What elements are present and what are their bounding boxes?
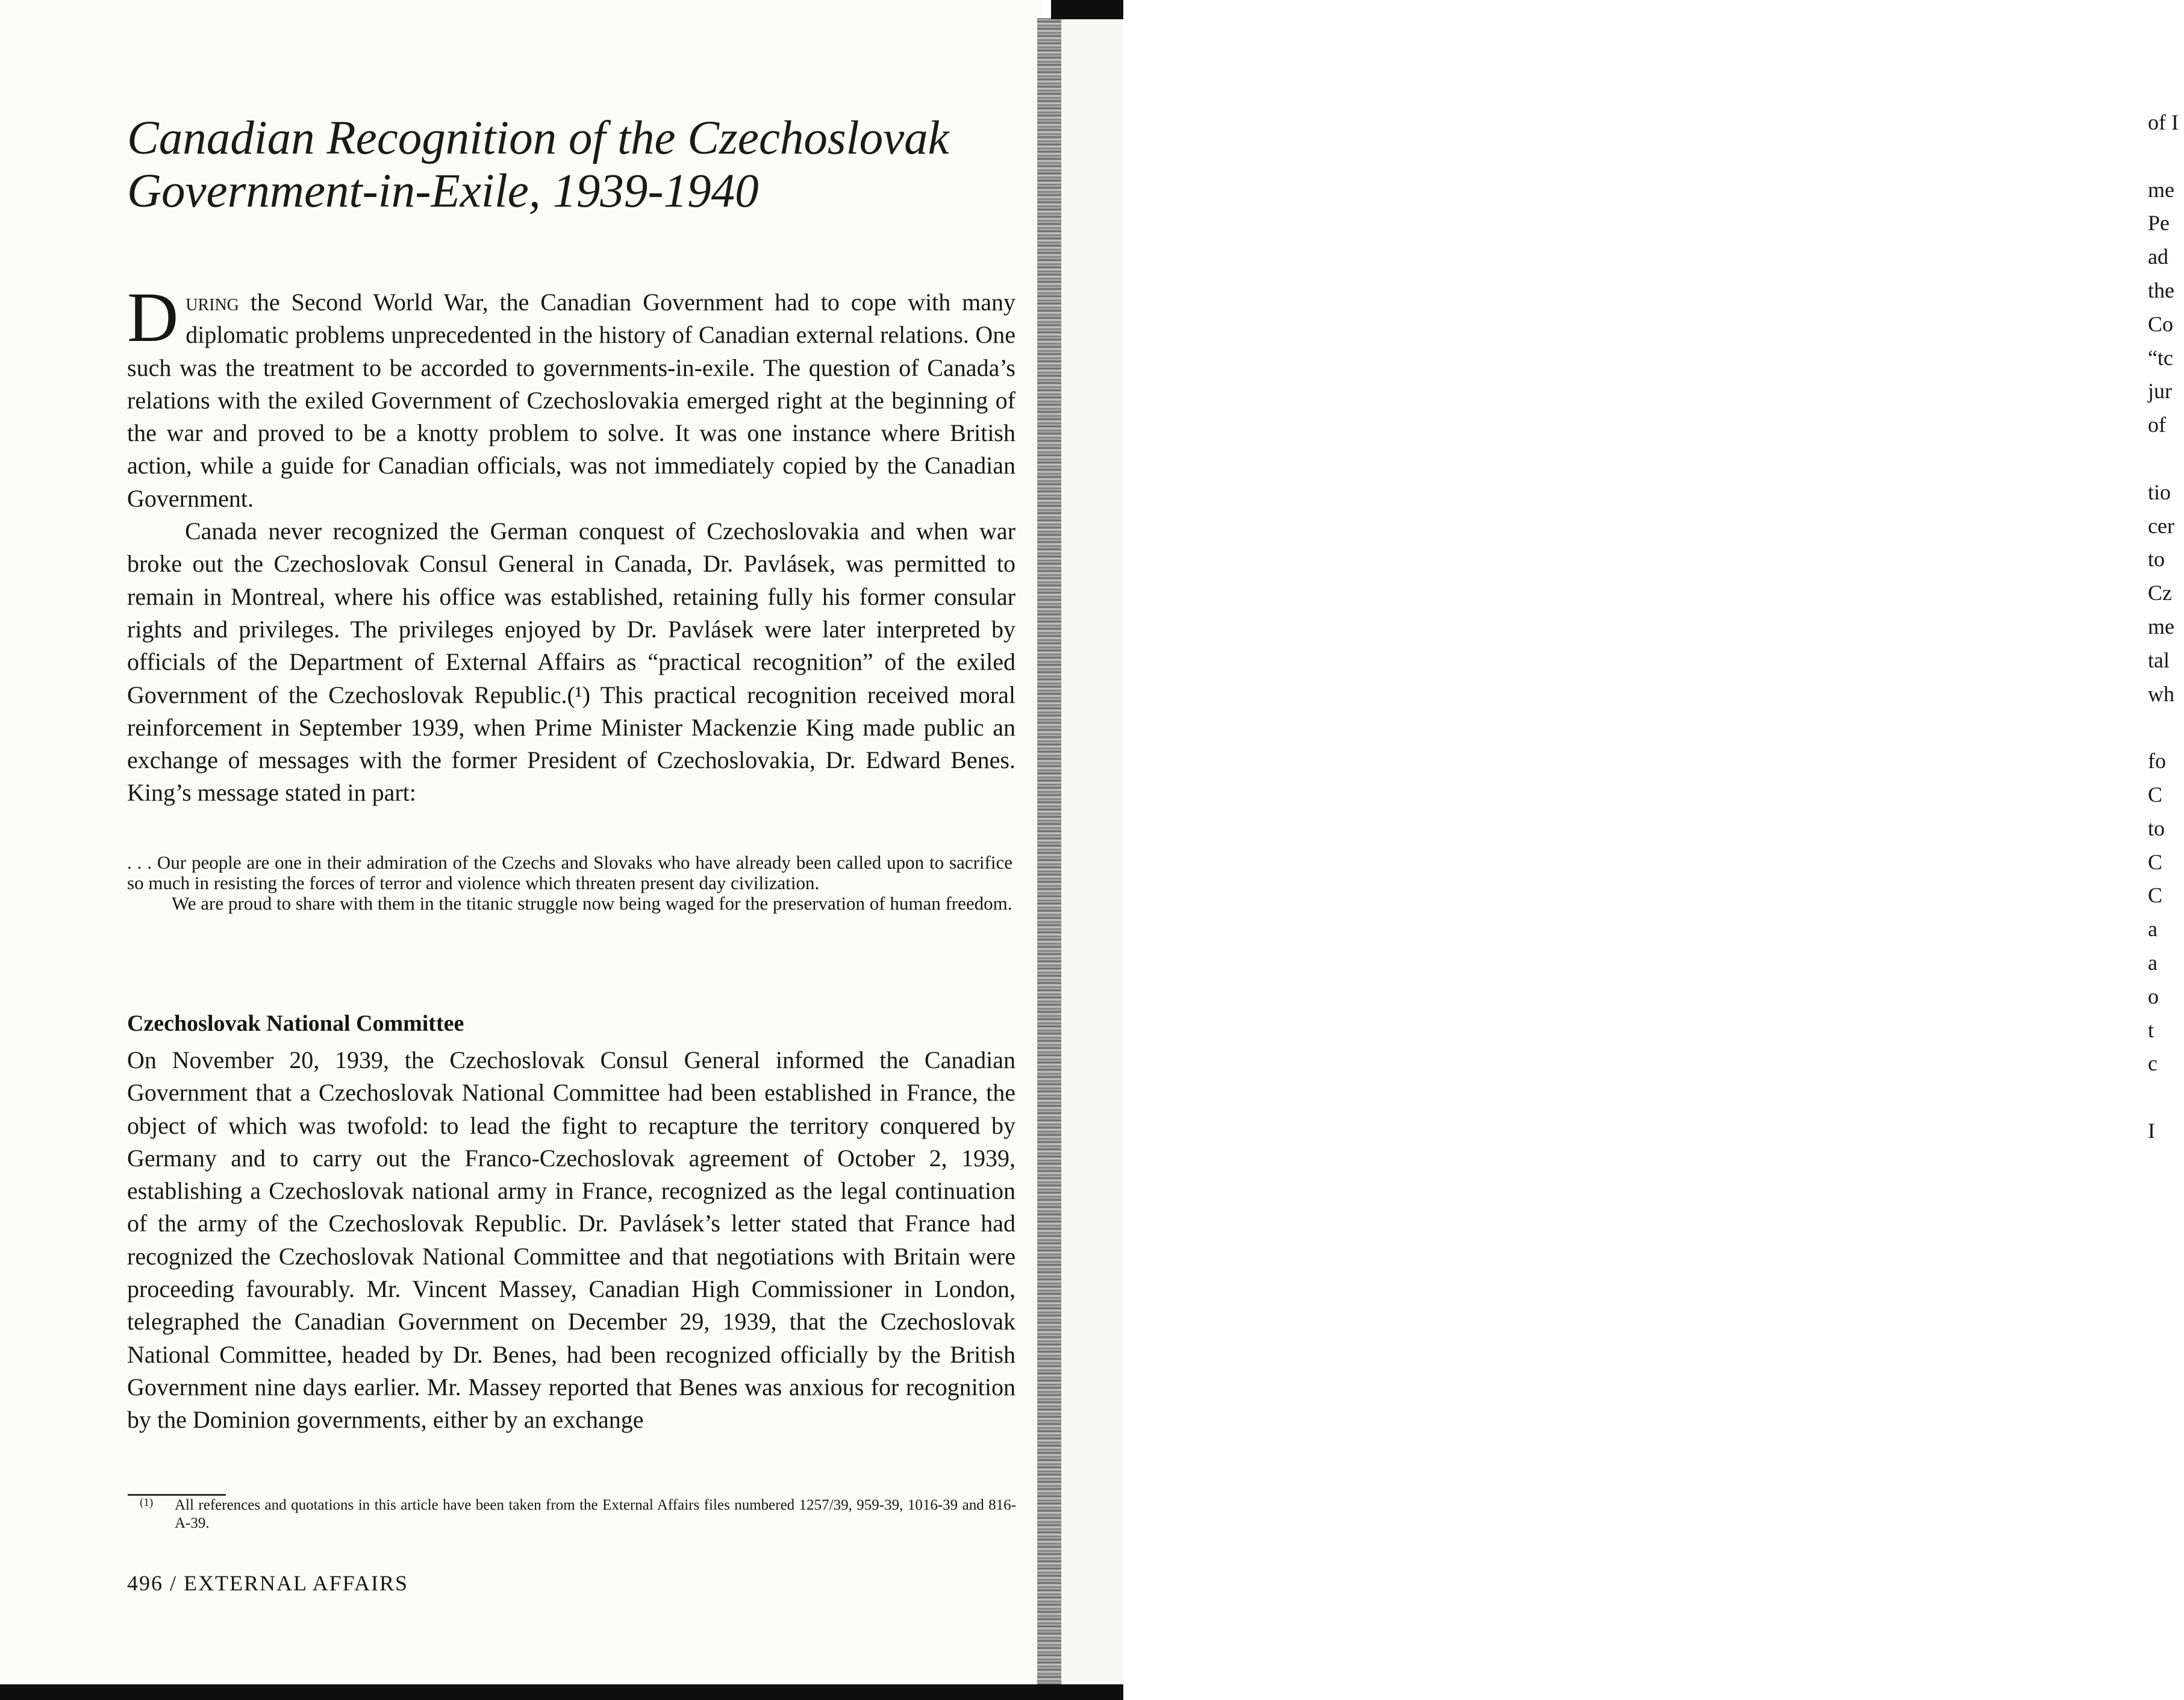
facing-page-fragment: “tc — [2148, 345, 2173, 370]
right-page — [1053, 0, 2179, 1700]
drop-cap: D — [127, 278, 179, 357]
footnote — [140, 1496, 1016, 1533]
small-caps-lead: uring — [186, 289, 239, 316]
facing-page-fragment: cer — [2148, 513, 2174, 538]
section-heading: Czechoslovak National Committee — [127, 1011, 464, 1036]
facing-page-fragment: Co — [2148, 311, 2174, 336]
facing-page-fragment: t — [2148, 1017, 2154, 1042]
facing-page-fragment — [2148, 140, 2184, 173]
facing-page-fragment: o — [2148, 984, 2159, 1008]
facing-page-fragment: of — [2148, 413, 2166, 437]
facing-page-fragment: a — [2148, 917, 2157, 942]
facing-page-fragment — [2148, 711, 2184, 745]
facing-page-fragment: of I — [2148, 110, 2179, 134]
page-gutter — [1037, 18, 1061, 1700]
left-page — [0, 0, 1042, 1700]
facing-page-fragment: C — [2148, 849, 2163, 874]
paragraph-1-text: the Second World War, the Canadian Government had to cope with many diplomatic problems unprecedented in the history of Canadian external relations. One such was the treatment to be accorded to governments-in-exile. The question of Canada’s relations with the exiled Government of Czechoslovakia emerged right at the beginning of the war and proved to be a knotty problem to solve. It was one instance where British action, while a guide for Canadian officials, was not immediately copied by the Canadian Government. — [127, 289, 1016, 512]
paragraph-2: Canada never recognized the German conquest of Czechoslovakia and when war broke out the Czechoslovak Consul General in Canada, Dr. Pavlásek, was permitted to remain in Montreal, where his office was established, retaining fully his former consular rights and privileges. The privileges enjoyed by Dr. Pavlásek were later interpreted by officials of the Department of External Affairs as “practical recognition” of the exiled Government of the Czechoslovak Republic.(¹) This practical recognition received moral reinforcement in September 1939, when Prime Minister Mackenzie King made public an exchange of messages with the former President of Czechoslovakia, Dr. Edward Benes. King’s message stated in part: — [127, 517, 1016, 807]
facing-page-fragment: fo — [2148, 749, 2166, 773]
facing-page-fragment: me — [2148, 614, 2174, 639]
facing-page-fragment: Cz — [2148, 581, 2172, 605]
committee-section — [127, 1044, 1016, 1437]
facing-page-fragment: C — [2148, 782, 2163, 807]
footnote-text: All references and quotations in this article have been taken from the External Affairs files numbered 1257/39, 959-39, 1016-39 and 816-A-39. — [175, 1497, 1016, 1531]
scan-edge-top — [1051, 0, 1123, 19]
article-title-line-2: Government-in-Exile, 1939-1940 — [127, 165, 759, 217]
facing-page-fragment: Pe — [2148, 211, 2170, 236]
paragraph-1 — [127, 278, 1016, 515]
footnote-mark: (1) — [140, 1496, 154, 1509]
facing-page-fragment: to — [2148, 816, 2165, 840]
scan-edge-bottom — [0, 1684, 1123, 1700]
facing-page-fragment: tal — [2148, 648, 2170, 672]
facing-page-fragment: I — [2148, 1118, 2155, 1143]
facing-page-fragment: jur — [2148, 379, 2172, 404]
block-quote — [127, 852, 1012, 914]
facing-page-fragment: ad — [2148, 245, 2168, 269]
facing-page-fragment: wh — [2148, 681, 2174, 706]
intro-section — [127, 278, 1016, 810]
facing-page-fragment: to — [2148, 547, 2165, 572]
facing-page-fragment — [2148, 1081, 2184, 1114]
facing-page-fragment: c — [2148, 1051, 2157, 1076]
facing-page-fragment — [2148, 442, 2184, 476]
facing-page-fragment: C — [2148, 883, 2163, 908]
facing-page-fragment: me — [2148, 177, 2174, 202]
facing-page-text — [2148, 106, 2184, 1148]
page-footer: 496 / EXTERNAL AFFAIRS — [127, 1571, 409, 1595]
facing-page-fragment: the — [2148, 278, 2174, 302]
quote-paragraph-2: We are proud to share with them in the titanic struggle now being waged for the preservation of human freedom. — [172, 893, 1012, 914]
article-title-line-1: Canadian Recognition of the Czechoslovak — [127, 112, 949, 164]
quote-paragraph-1: . . . Our people are one in their admiration of the Czechs and Slovaks who have already been called upon to sacrifice so much in resisting the forces of terror and violence which threaten present day civilization. — [127, 852, 1012, 893]
facing-page-fragment: tio — [2148, 480, 2171, 504]
facing-page-fragment: a — [2148, 950, 2157, 975]
paragraph-3: On November 20, 1939, the Czechoslovak Consul General informed the Canadian Government that a Czechoslovak National Committee had been established in France, the object of which was twofold: to lead the fight to recapture the territory conquered by Germany and to carry out the Franco-Czechoslovak agreement of October 2, 1939, establishing a Czechoslovak national army in France, recognized as the legal continuation of the army of the Czechoslovak Republic. Dr. Pavlásek’s letter stated that France had recognized the Czechoslovak National Committee and that negotiations with Britain were proceeding favourably. Mr. Vincent Massey, Canadian High Commissioner in London, telegraphed the Canadian Government on December 29, 1939, that the Czechoslovak National Committee, headed by Dr. Benes, had been recognized officially by the British Government nine days earlier. Mr. Massey reported that Benes was anxious for recognition by the Dominion governments, either by an exchange — [127, 1046, 1016, 1434]
